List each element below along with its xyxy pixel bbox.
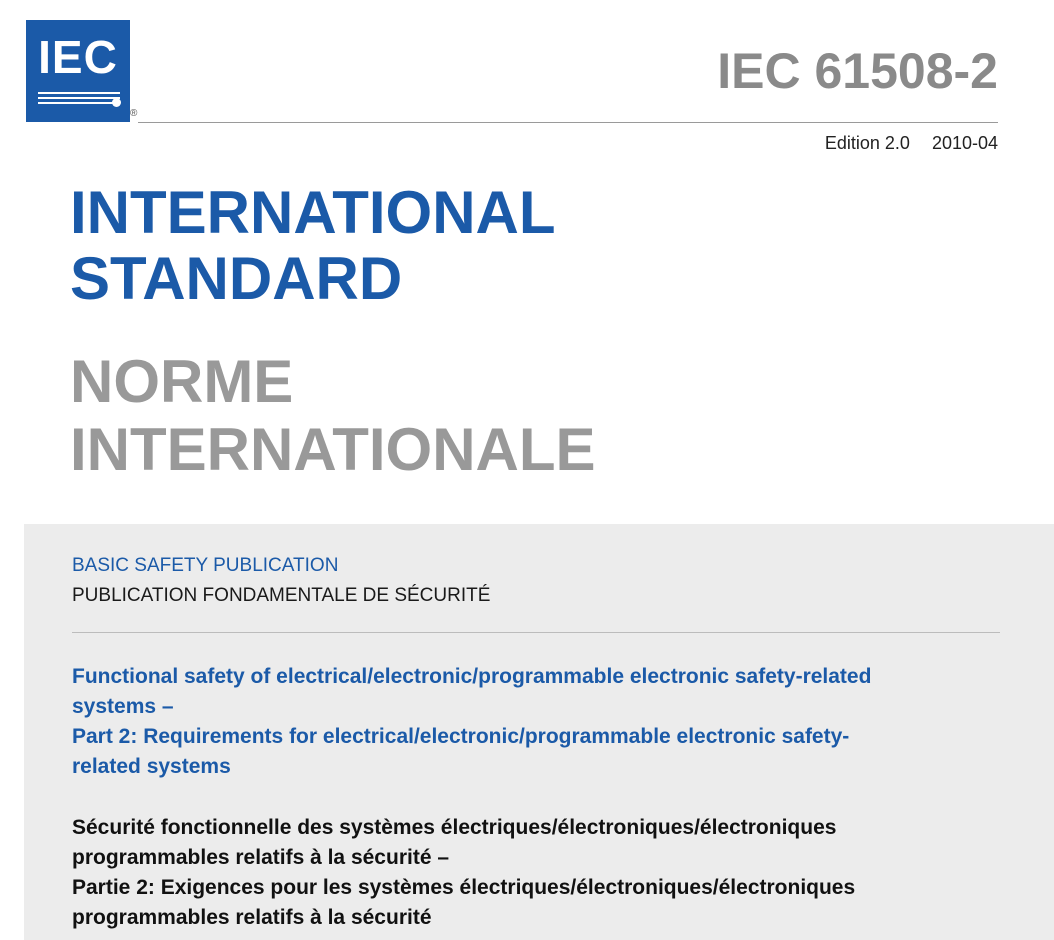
title-en-line: Part 2: Requirements for electrical/electronic/programmable electronic safety- xyxy=(72,725,850,748)
standard-type-fr-line: INTERNATIONALE xyxy=(70,416,596,483)
edition: Edition 2.0 xyxy=(824,133,910,153)
document-number: IEC 61508-2 xyxy=(717,43,998,99)
standard-type-english xyxy=(70,180,556,312)
title-fr-line: programmables relatifs à la sécurité – xyxy=(72,846,450,869)
title-en-line: Functional safety of electrical/electronic/programmable electronic safety-related xyxy=(72,665,872,688)
title-fr-line: Sécurité fonctionnelle des systèmes électriques/électroniques/électroniques xyxy=(72,816,837,839)
standard-type-french xyxy=(70,348,596,484)
document-title-english xyxy=(72,662,1002,782)
publication-date: 2010-04 xyxy=(931,133,998,153)
title-en-line: related systems xyxy=(72,755,231,778)
iec-logo xyxy=(26,20,130,122)
title-fr-line: Partie 2: Exigences pour les systèmes électriques/électroniques/électroniques xyxy=(72,876,856,899)
header-divider xyxy=(138,122,998,123)
logo-dot-icon xyxy=(112,98,121,107)
standard-type-fr-line: NORME xyxy=(70,348,294,415)
panel-divider xyxy=(72,632,1000,633)
title-en-line: systems – xyxy=(72,695,174,718)
standard-type-en-line: INTERNATIONAL xyxy=(70,179,556,246)
edition-line xyxy=(825,133,998,154)
logo-lines-icon xyxy=(38,92,120,107)
title-fr-line: programmables relatifs à la sécurité xyxy=(72,906,432,929)
logo-text: IEC xyxy=(38,31,118,83)
registered-mark: ® xyxy=(130,108,138,119)
standard-type-en-line: STANDARD xyxy=(70,245,403,312)
publication-category-fr: PUBLICATION FONDAMENTALE DE SÉCURITÉ xyxy=(72,585,491,606)
document-title-french xyxy=(72,813,1002,933)
publication-category-en: BASIC SAFETY PUBLICATION xyxy=(72,555,339,576)
